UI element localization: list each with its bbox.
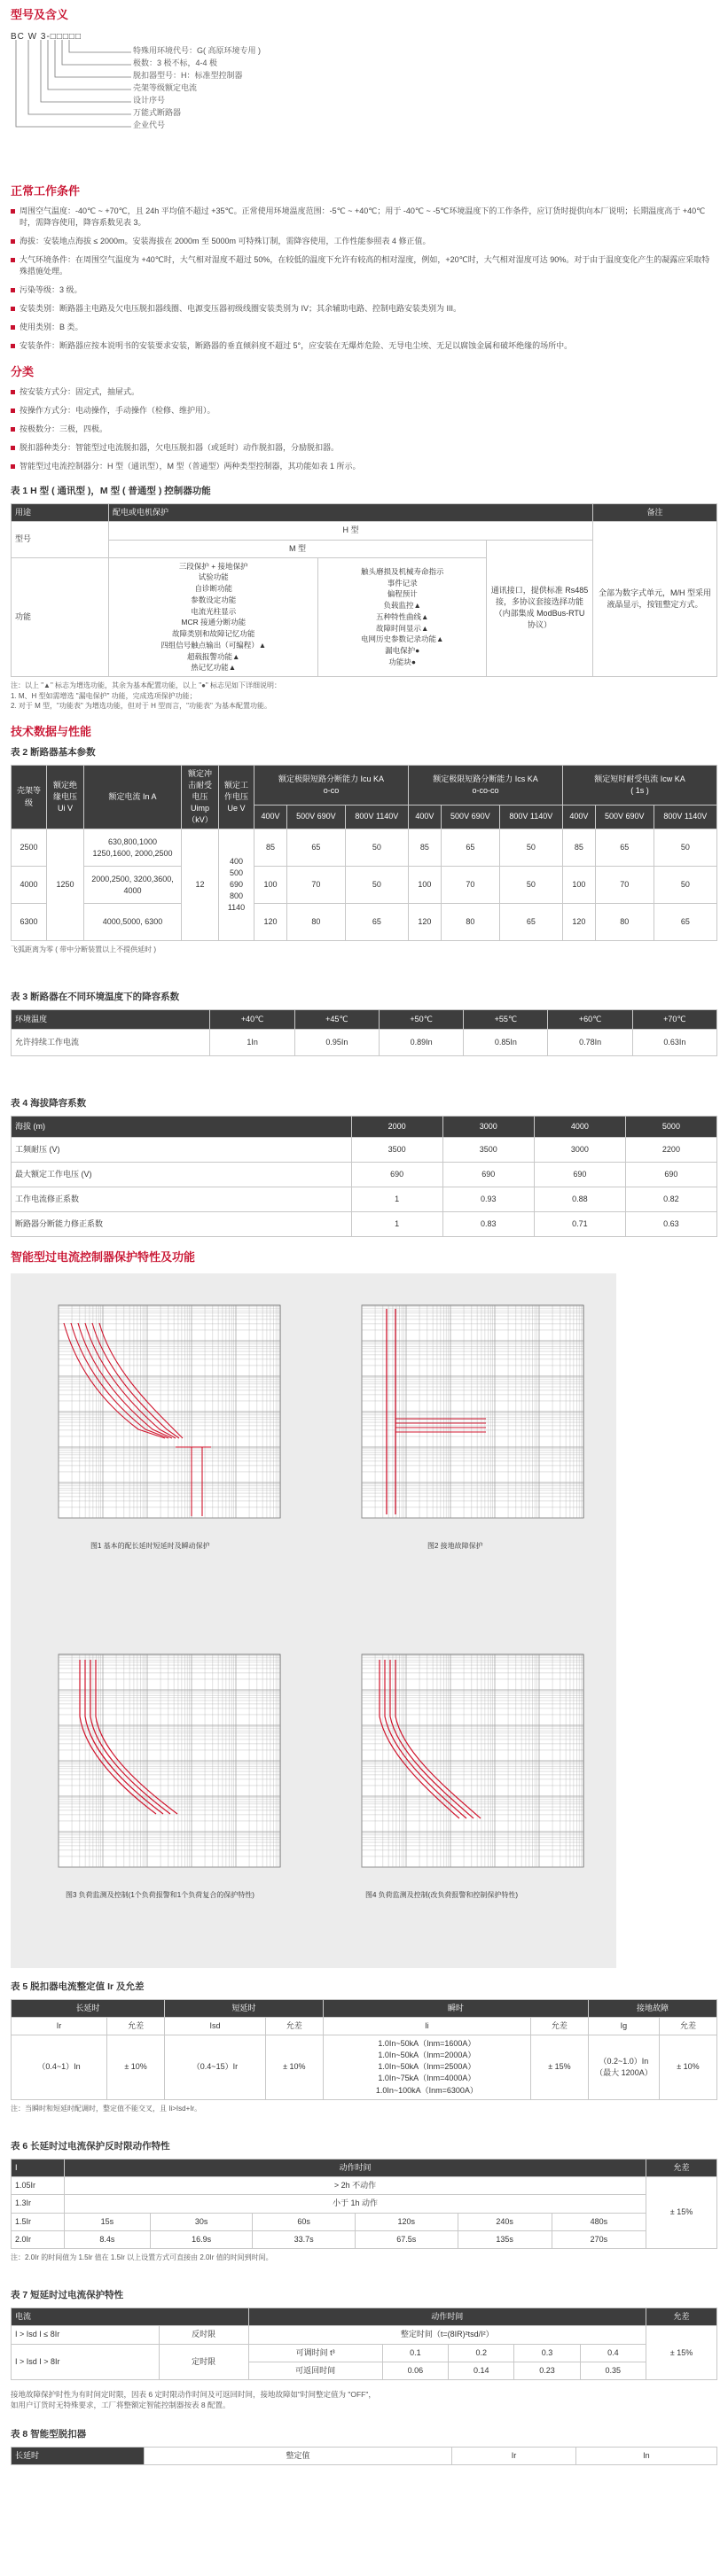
table2-cell: 50 <box>654 829 716 867</box>
table2-cell: 80 <box>441 904 499 941</box>
ue-value: 800 <box>229 891 244 901</box>
table5-sub: Ig <box>588 2018 659 2035</box>
table6-cell: 30s <box>150 2213 253 2230</box>
table7 <box>11 2308 717 2379</box>
table3-cell: 0.89In <box>379 1029 463 1055</box>
table1-h-functions <box>318 557 487 677</box>
table7-type: 反时限 <box>159 2326 248 2344</box>
table6-cell: 2.0Ir <box>12 2230 65 2248</box>
table1 <box>11 503 717 677</box>
table5-sub: 允差 <box>107 2018 165 2035</box>
table2-head-ue: 额定工作电压 Ue V <box>219 765 254 829</box>
table2-v: 400V <box>254 805 287 829</box>
table2-in: 2000,2500, 3200,3600, 4000 <box>84 867 182 904</box>
table7-formula: 整定时间（t=(8IR)²tsd/I²） <box>248 2326 646 2344</box>
list-item: 脱扣器种类分：智能型过电流脱扣器，欠电压脱扣器（或延时）动作脱扣器，分励脱扣器。 <box>11 442 717 454</box>
table3-head: +55℃ <box>464 1009 548 1029</box>
table2-v: 400V <box>408 805 441 829</box>
table1-head-protect: 配电或电机保护 <box>109 504 593 522</box>
table8-head: In <box>575 2448 716 2465</box>
table6-cell: 135s <box>458 2230 552 2248</box>
table2-v: 500V 690V <box>595 805 654 829</box>
list-item: 污染等级：3 级。 <box>11 284 717 296</box>
table8-title: 表 8 智能型脱扣器 <box>11 2429 87 2440</box>
table4-cell: 3500 <box>351 1138 442 1163</box>
list-item: 安装类别：断路器主电路及欠电压脱扣器线圈、电源变压器初级线圈安装类别为 IV；其余辅助电路、控制电路安装类别为 III。 <box>11 303 717 315</box>
table2-v: 500V 690V <box>441 805 499 829</box>
table2-ui: 1250 <box>47 829 84 941</box>
table3-head: +60℃ <box>548 1009 632 1029</box>
chart-4 <box>332 1646 598 1885</box>
table4-cell: 0.71 <box>534 1212 625 1237</box>
table1-remark: 全部为数字式单元，M/H 型采用液晶显示，按钮整定方式。 <box>593 522 717 677</box>
table7-head: 电流 <box>12 2308 249 2326</box>
table4-head: 2000 <box>351 1117 442 1138</box>
conditions-list <box>11 206 717 352</box>
table2-head-ics-seq: o-co-co <box>472 785 499 795</box>
chart-1 <box>28 1296 294 1536</box>
legend-item: 万能式断路器 <box>133 107 182 117</box>
legend-item: 企业代号 <box>133 120 166 129</box>
table5-ii <box>323 2035 530 2099</box>
list-item: 按安装方式分：固定式，抽屉式。 <box>11 386 717 398</box>
list-item: 使用类别：B 类。 <box>11 322 717 333</box>
table7-head: 动作时间 <box>248 2308 646 2326</box>
table2-head-icu-seq: o-co <box>323 785 340 795</box>
table1-row-func: 功能 <box>12 557 109 677</box>
table5-ig-tol: ± 10% <box>659 2035 716 2099</box>
list-item: 智能型过电流控制器分：H 型（通讯型），M 型（普通型）两种类型控制器，其功能如表 1 所示。 <box>11 461 717 472</box>
table2-in: 4000,5000, 6300 <box>84 904 182 941</box>
table2-cell: 120 <box>562 904 595 941</box>
table6-title: 表 6 长延时过电流保护反时限动作特性 <box>11 2141 170 2152</box>
table6-cell: 33.7s <box>253 2230 356 2248</box>
table2-v: 800V 1140V <box>654 805 716 829</box>
table2 <box>11 765 717 941</box>
chart-3 <box>28 1646 294 1885</box>
ue-value: 400 <box>229 857 244 866</box>
table2-cell: 100 <box>562 867 595 904</box>
ii-value: 1.0In~50kA（Inm=2000A） <box>378 2051 476 2060</box>
table4-cell: 最大额定工作电压 (V) <box>12 1163 352 1187</box>
table6-head: I <box>12 2160 65 2177</box>
table6-cell: > 2h 不动作 <box>65 2177 646 2195</box>
table6-cell: 240s <box>458 2213 552 2230</box>
ue-value: 690 <box>229 880 244 890</box>
table3-cell: 0.85In <box>464 1029 548 1055</box>
table7-type: 定时限 <box>159 2344 248 2379</box>
table2-cell: 65 <box>441 829 499 867</box>
table2-head-in: 额定电流 In A <box>84 765 182 829</box>
table3-cell: 允许持续工作电流 <box>12 1029 210 1055</box>
table7-ret-label: 可返回时间 <box>248 2362 382 2379</box>
table6-head: 允差 <box>646 2160 717 2177</box>
table2-cell: 85 <box>254 829 287 867</box>
table4-title: 表 4 海拔降容系数 <box>11 1097 87 1109</box>
table2-head-ics <box>408 765 562 805</box>
table5 <box>11 1999 717 2099</box>
list-item: 安装条件：断路器应按本说明书的安装要求安装，断路器的垂直倾斜度不超过 5°，应安装在无爆炸危险、无导电尘埃、无足以腐蚀金属和破坏绝缘的场所中。 <box>11 340 717 352</box>
model-code-diagram <box>11 29 717 171</box>
classification-list <box>11 386 717 472</box>
table7-cell: 0.06 <box>382 2362 448 2379</box>
table2-in: 630,800,1000 1250,1600, 2000,2500 <box>84 829 182 867</box>
chart-1-caption: 图1 基本的配长延时短延时及瞬动保护 <box>90 1542 210 1550</box>
table2-uimp: 12 <box>182 829 219 941</box>
table1-m-type: M 型 <box>109 540 487 557</box>
table4-cell: 690 <box>625 1163 716 1187</box>
table4-cell: 1 <box>351 1187 442 1212</box>
table2-title: 表 2 断路器基本参数 <box>11 746 96 758</box>
legend-item: 极数：3 极不标，4-4 极 <box>133 58 218 67</box>
model-section-title: 型号及含义 <box>11 8 69 21</box>
table2-frame: 6300 <box>12 904 47 941</box>
function-item: 漏电保护● <box>385 646 420 656</box>
ii-value: 1.0In~75kA（Inm=4000A） <box>378 2074 476 2083</box>
function-item: 电流光柱显示 <box>191 606 237 616</box>
table8-row-label: 长延时 <box>12 2448 145 2465</box>
table2-cell: 65 <box>595 829 654 867</box>
table1-head-remark: 备注 <box>593 504 717 522</box>
table4-cell: 断路器分断能力修正系数 <box>12 1212 352 1237</box>
ii-value: 1.0In~50kA（Inm=2500A） <box>378 2062 476 2072</box>
function-item: 偏程预计 <box>387 589 418 599</box>
table6-cell: 270s <box>552 2230 646 2248</box>
function-item: 触头磨损及机械寿命指示 <box>360 566 444 576</box>
table2-cell: 80 <box>595 904 654 941</box>
table4-cell: 1 <box>351 1212 442 1237</box>
table7-cur: I > Isd I ≤ 8Ir <box>12 2326 160 2344</box>
function-item: 事件记录 <box>387 578 418 588</box>
protection-title: 智能型过电流控制器保护特性及功能 <box>11 1250 196 1265</box>
table5-note: 注：当瞬时和短延时配调时，整定值不能交叉，且 Ii>Isd+Ir。 <box>11 2104 202 2113</box>
function-item: MCR 接通分断功能 <box>181 618 247 627</box>
table7-cell: 0.3 <box>514 2344 580 2362</box>
model-code-string: BC W 3-□□□□□ <box>11 31 82 42</box>
table4-cell: 工作电流修正系数 <box>12 1187 352 1212</box>
table4-cell: 0.93 <box>442 1187 534 1212</box>
table2-frame: 4000 <box>12 867 47 904</box>
table5-ii-tol: ± 15% <box>530 2035 588 2099</box>
table4-cell: 0.83 <box>442 1212 534 1237</box>
table2-head-uimp: 额定冲击耐受电压 Uimp（kV） <box>182 765 219 829</box>
classification-title: 分类 <box>11 365 35 379</box>
table6-cell: 16.9s <box>150 2230 253 2248</box>
table2-cell: 70 <box>286 867 345 904</box>
table2-head-icw <box>562 765 716 805</box>
function-item: 参数设定功能 <box>191 595 237 604</box>
model-code-legend <box>133 45 261 132</box>
table2-cell: 85 <box>562 829 595 867</box>
table4-cell: 0.88 <box>534 1187 625 1212</box>
table5-group: 短延时 <box>165 2000 324 2018</box>
table3 <box>11 1009 717 1056</box>
model-code-lines <box>11 38 135 144</box>
table3-head: +50℃ <box>379 1009 463 1029</box>
table2-head-frame: 壳架等级 <box>12 765 47 829</box>
para-line: 接地故障保护时性为有时间定时限，因表 6 定时限动作时间及可返回时间，接地故障如"时间整定值为 "OFF"， <box>11 2389 376 2399</box>
table6-cell: 15s <box>65 2213 151 2230</box>
list-item: 周围空气温度：-40℃ ~ +70℃，且 24h 平均值不超过 +35℃。正常使用环境温度范围：-5℃ ~ +40℃；用于 -40℃ ~ -5℃环境温度下的工作条件，应订货时提供向本厂说明；长期温度高于 +40℃时，需降容使用，降容系数见表 3。 <box>11 206 717 229</box>
table5-sub: 允差 <box>530 2018 588 2035</box>
para-line: 如用户订货时无特殊要求，工厂将整额定智能控制器按表 8 配置。 <box>11 2400 231 2409</box>
table3-head: 环境温度 <box>12 1009 210 1029</box>
table3-head: +45℃ <box>294 1009 379 1029</box>
table4-cell: 2200 <box>625 1138 716 1163</box>
table8 <box>11 2447 717 2465</box>
table5-sub: Isd <box>165 2018 266 2035</box>
table3-cell: 0.63In <box>632 1029 716 1055</box>
table4-cell: 3000 <box>534 1138 625 1163</box>
note-line: 1. M、H 型如需增选 "漏电保护" 功能，完成选项保护功能； <box>11 691 197 700</box>
legend-item: 特殊用环境代号：G( 高原环境专用 ) <box>133 45 261 55</box>
list-item: 海拔：安装地点海拔 ≤ 2000m。安装海拔在 2000m 至 5000m 可特殊订制，需降容使用，工作性能参照表 4 修正值。 <box>11 236 717 247</box>
note-line: 注：以上 "▲" 标志为增选功能，其余为基本配置功能，以上 "●" 标志见如下详细说明： <box>11 681 281 690</box>
function-item: 负载监控▲ <box>383 601 421 611</box>
table5-sub: 允差 <box>659 2018 716 2035</box>
table2-head-ics-label: 额定极限短路分断能力 Ics KA <box>433 774 538 783</box>
table1-title: 表 1 H 型 ( 通讯型 )，M 型 ( 普通型 ) 控制器功能 <box>11 486 211 497</box>
table4-cell: 690 <box>534 1163 625 1187</box>
list-item: 按极数分：三极，四极。 <box>11 424 717 435</box>
table4-cell: 工频耐压 (V) <box>12 1138 352 1163</box>
charts-panel <box>11 1273 616 1968</box>
table4-head: 海拔 (m) <box>12 1117 352 1138</box>
table6-cell: 60s <box>253 2213 356 2230</box>
table2-cell: 50 <box>499 829 562 867</box>
function-item: 热记忆功能▲ <box>191 663 237 673</box>
table5-ig: （0.2~1.0）In（最大 1200A） <box>588 2035 659 2099</box>
table4-cell: 0.63 <box>625 1212 716 1237</box>
table7-cur: I > Isd I > 8Ir <box>12 2344 160 2379</box>
table2-cell: 80 <box>286 904 345 941</box>
table6-cell: 8.4s <box>65 2230 151 2248</box>
table7-cell: 0.4 <box>580 2344 646 2362</box>
table3-head: +70℃ <box>632 1009 716 1029</box>
table6-cell: 1.3Ir <box>12 2195 65 2213</box>
table7-para <box>11 2389 717 2411</box>
function-item: 故障时间显示▲ <box>376 623 429 633</box>
conditions-title: 正常工作条件 <box>11 183 81 198</box>
table4-cell: 690 <box>442 1163 534 1187</box>
table4-head: 3000 <box>442 1117 534 1138</box>
table2-frame: 2500 <box>12 829 47 867</box>
table3-head: +40℃ <box>210 1009 294 1029</box>
table5-group: 接地故障 <box>588 2000 716 2018</box>
table6-cell: 480s <box>552 2213 646 2230</box>
table2-cell: 85 <box>408 829 441 867</box>
table6-cell: 1.5Ir <box>12 2213 65 2230</box>
function-item: 功能块● <box>388 657 417 666</box>
table8-head: Ir <box>452 2448 576 2465</box>
chart-2 <box>332 1296 598 1536</box>
table5-isd: （0.4~15）Ir <box>165 2035 266 2099</box>
table5-sub: Ir <box>12 2018 107 2035</box>
function-item: 试验功能 <box>198 572 229 582</box>
function-item: 电网历史参数记录功能▲ <box>361 634 444 644</box>
function-item: 四组信号触点输出（可编程）▲ <box>160 640 267 650</box>
table6-tol: ± 15% <box>646 2177 717 2248</box>
ii-value: 1.0In~100kA（Inm=6300A） <box>375 2085 478 2095</box>
table7-cell: 0.35 <box>580 2362 646 2379</box>
table5-isd-tol: ± 10% <box>265 2035 323 2099</box>
table2-cell: 50 <box>499 867 562 904</box>
table6-head: 动作时间 <box>65 2160 646 2177</box>
table2-note: 飞弧距离为零 ( 带中分断装置以上不提供延时 ) <box>11 946 156 954</box>
table2-cell: 100 <box>408 867 441 904</box>
table5-sub: Ii <box>323 2018 530 2035</box>
table1-h-comm: 通讯接口，提供标准 Rs485 接，多协议套接选择功能（内部集成 ModBus-RTU 协议） <box>487 540 593 677</box>
table4-head: 4000 <box>534 1117 625 1138</box>
table3-cell: 1In <box>210 1029 294 1055</box>
table2-ue <box>219 829 254 941</box>
ue-value: 500 <box>229 868 244 878</box>
table7-head: 允差 <box>646 2308 717 2326</box>
function-item: 自诊断功能 <box>194 584 232 594</box>
ii-value: 1.0In~50kA（Inm=1600A） <box>378 2039 476 2049</box>
table1-m-functions <box>109 557 318 677</box>
table1-notes <box>11 681 717 712</box>
ue-value: 1140 <box>227 903 246 913</box>
table2-v: 500V 690V <box>286 805 345 829</box>
table6 <box>11 2159 717 2248</box>
list-item: 按操作方式分：电动操作，手动操作（检修、维护用）。 <box>11 405 717 416</box>
table7-cell: 0.2 <box>449 2344 514 2362</box>
table2-cell: 120 <box>408 904 441 941</box>
table2-head-icw-label: 额定短时耐受电流 Icw KA <box>594 774 685 783</box>
legend-item: 脱扣器型号：H：标准型控制器 <box>133 70 243 80</box>
table7-tol: ± 15% <box>646 2326 717 2379</box>
table4-cell: 690 <box>351 1163 442 1187</box>
function-item: 三段保护 + 接地保护 <box>178 561 248 571</box>
table2-cell: 70 <box>441 867 499 904</box>
function-item: 超载报警功能▲ <box>187 651 240 661</box>
table6-cell: 小于 1h 动作 <box>65 2195 646 2213</box>
tech-title: 技术数据与性能 <box>11 724 92 738</box>
table1-h-type: H 型 <box>109 522 593 540</box>
function-item: 故障类别和故障记忆功能 <box>171 629 255 639</box>
table5-sub: 允差 <box>265 2018 323 2035</box>
table2-head-icw-time: ( 1s ) <box>630 785 649 795</box>
table5-group: 瞬时 <box>323 2000 588 2018</box>
table3-title: 表 3 断路器在不同环境温度下的降容系数 <box>11 991 180 1002</box>
table4-cell: 0.82 <box>625 1187 716 1212</box>
table2-cell: 50 <box>345 829 408 867</box>
chart-3-caption: 图3 负荷监测及控制(1个负荷报警和1个负荷复合的保护特性) <box>66 1891 254 1899</box>
table2-cell: 65 <box>654 904 716 941</box>
table2-cell: 50 <box>654 867 716 904</box>
table5-ir-tol: ± 10% <box>107 2035 165 2099</box>
table7-cell: 0.14 <box>449 2362 514 2379</box>
table2-cell: 70 <box>595 867 654 904</box>
table2-v: 400V <box>562 805 595 829</box>
table2-v: 800V 1140V <box>499 805 562 829</box>
table6-cell: 120s <box>355 2213 458 2230</box>
table3-cell: 0.95In <box>294 1029 379 1055</box>
list-item: 大气环境条件：在周围空气温度为 +40℃时，大气相对湿度不超过 50%，在较低的温度下允许有较高的相对湿度，例如，+20℃时，大气相对湿度可达 90%。对于由于温度变化产生的凝露应采取特殊措施处理。 <box>11 254 717 277</box>
table1-head-use: 用途 <box>12 504 109 522</box>
table7-can-label: 可调时间 t³ <box>248 2344 382 2362</box>
table4 <box>11 1116 717 1237</box>
table2-cell: 65 <box>345 904 408 941</box>
table3-cell: 0.78In <box>548 1029 632 1055</box>
table1-row-type: 型号 <box>12 522 109 557</box>
function-item: 五种特性曲线▲ <box>376 611 429 621</box>
table6-cell: 67.5s <box>355 2230 458 2248</box>
legend-item: 设计序号 <box>133 95 166 105</box>
table2-head-ui: 额定绝缘电压 Ui V <box>47 765 84 829</box>
table7-cell: 0.23 <box>514 2362 580 2379</box>
table2-head-icu-label: 额定极限短路分断能力 Icu KA <box>278 774 384 783</box>
table5-ir: （0.4~1）In <box>12 2035 107 2099</box>
table7-cell: 0.1 <box>382 2344 448 2362</box>
table5-title: 表 5 脱扣器电流整定值 Ir 及允差 <box>11 1981 145 1992</box>
table2-v: 800V 1140V <box>345 805 408 829</box>
table2-cell: 100 <box>254 867 287 904</box>
table4-head: 5000 <box>625 1117 716 1138</box>
table6-note: 注：2.0Ir 的时间值为 1.5Ir 值在 1.5Ir 以上设置方式可直接由 2.0Ir 值的时间到时间。 <box>11 2253 273 2261</box>
table4-cell: 3500 <box>442 1138 534 1163</box>
table2-head-icu <box>254 765 409 805</box>
note-line: 2. 对于 M 型，"功能表" 为增选功能，但对于 H 型而言，"功能表" 为基本配置功能。 <box>11 702 272 711</box>
table6-cell: 1.05Ir <box>12 2177 65 2195</box>
table2-cell: 65 <box>286 829 345 867</box>
table7-title: 表 7 短延时过电流保护特性 <box>11 2290 124 2301</box>
chart-4-caption: 图4 负荷监测及控制(改负荷报警和控制保护特性) <box>365 1891 518 1899</box>
chart-2-caption: 图2 接地故障保护 <box>427 1542 483 1550</box>
table2-cell: 65 <box>499 904 562 941</box>
table2-cell: 50 <box>345 867 408 904</box>
table8-head: 整定值 <box>145 2448 452 2465</box>
legend-item: 壳架等级额定电流 <box>133 82 198 92</box>
table5-group: 长延时 <box>12 2000 165 2018</box>
table2-cell: 120 <box>254 904 287 941</box>
